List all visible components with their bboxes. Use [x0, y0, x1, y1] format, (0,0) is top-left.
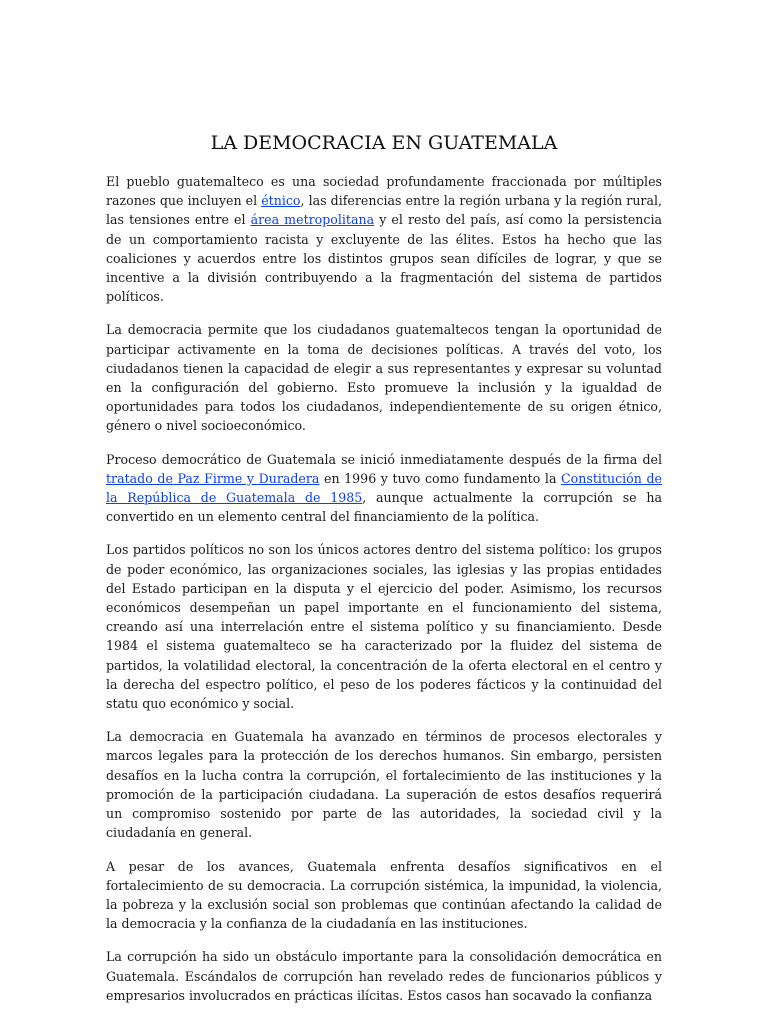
- paragraph-text: El pueblo guatemalteco es una sociedad profundamente fraccionada por múltiples razones que incluyen el: [106, 174, 662, 209]
- paragraph-text: , las diferencias entre la región urbana y la región rural, las tensiones entre el: [106, 193, 662, 228]
- paragraph: [106, 172, 662, 306]
- document-body: [106, 172, 662, 1005]
- inline-link[interactable]: área metropolitana: [250, 212, 375, 228]
- paragraph: [106, 727, 662, 842]
- paragraph-text: A pesar de los avances, Guatemala enfrenta desafíos significativos en el fortalecimiento de su democracia. La corrupción sistémica, la impunidad, la violencia, la pobreza y la exclusión social son problemas que continúan afectando la calidad de la democracia y la confianza de la ciudadanía en las instituciones.: [106, 858, 662, 932]
- paragraph: [106, 320, 662, 435]
- paragraph-text: , aunque actualmente la corrupción se ha convertido en un elemento central del financiamiento de la política.: [106, 490, 662, 525]
- paragraph-text: en 1996 y tuvo como fundamento la: [319, 470, 562, 486]
- paragraph-text: y el resto del país, así como la persistencia de un comportamiento racista y excluyente de las élites. Estos ha hecho que las coaliciones y acuerdos entre los distintos grupos sean difíciles de lograr, y que se incentive a la división contribuyendo a la fragmentación del sistema de partidos políticos.: [106, 212, 662, 305]
- paragraph: [106, 857, 662, 934]
- inline-link[interactable]: tratado de Paz Firme y Duradera: [106, 470, 320, 486]
- paragraph: [106, 540, 662, 713]
- document-title: LA DEMOCRACIA EN GUATEMALA: [210, 132, 558, 154]
- paragraph: [106, 947, 662, 1005]
- paragraph-text: La democracia permite que los ciudadanos guatemaltecos tengan la oportunidad de participar activamente en la toma de decisiones políticas. A través del voto, los ciudadanos tienen la capacidad de elegir a sus representantes y expresar su voluntad en la configuración del gobierno. Esto promueve la inclusión y la igualdad de oportunidades para todos los ciudadanos, independientemente de su origen étnico, género o nivel socioeconómico.: [106, 322, 662, 434]
- paragraph: [106, 450, 662, 527]
- paragraph-text: Los partidos políticos no son los únicos actores dentro del sistema político: los grupos de poder económico, las organizaciones sociales, las iglesias y las propias entidades del Estado participan en la disputa y el ejercicio del poder. Asimismo, los recursos económicos desempeñan un papel importante en el funcionamiento del sistema, creando así una interrelación entre el sistema político y su financiamiento. Desde 1984 el sistema guatemalteco se ha caracterizado por la fluidez del sistema de partidos, la volatilidad electoral, la concentración de la oferta electoral en el centro y la derecha del espectro político, el peso de los poderes fácticos y la continuidad del statu quo económico y social.: [106, 542, 662, 712]
- paragraph-text: Proceso democrático de Guatemala se inició inmediatamente después de la firma del: [106, 451, 662, 467]
- paragraph-text: La democracia en Guatemala ha avanzado en términos de procesos electorales y marcos legales para la protección de los derechos humanos. Sin embargo, persisten desafíos en la lucha contra la corrupción, el fortalecimiento de las instituciones y la promoción de la participación ciudadana. La superación de estos desafíos requerirá un compromiso sostenido por parte de las autoridades, la sociedad civil y la ciudadanía en general.: [106, 729, 662, 841]
- inline-link[interactable]: Constitución de la República de Guatemala de 1985: [106, 470, 662, 506]
- inline-link[interactable]: étnico: [261, 193, 301, 209]
- paragraph-text: La corrupción ha sido un obstáculo importante para la consolidación democrática en Guatemala. Escándalos de corrupción han revelado redes de funcionarios públicos y empresarios involucrados en prácticas ilícitas. Estos casos han socavado la confianza: [106, 949, 662, 1003]
